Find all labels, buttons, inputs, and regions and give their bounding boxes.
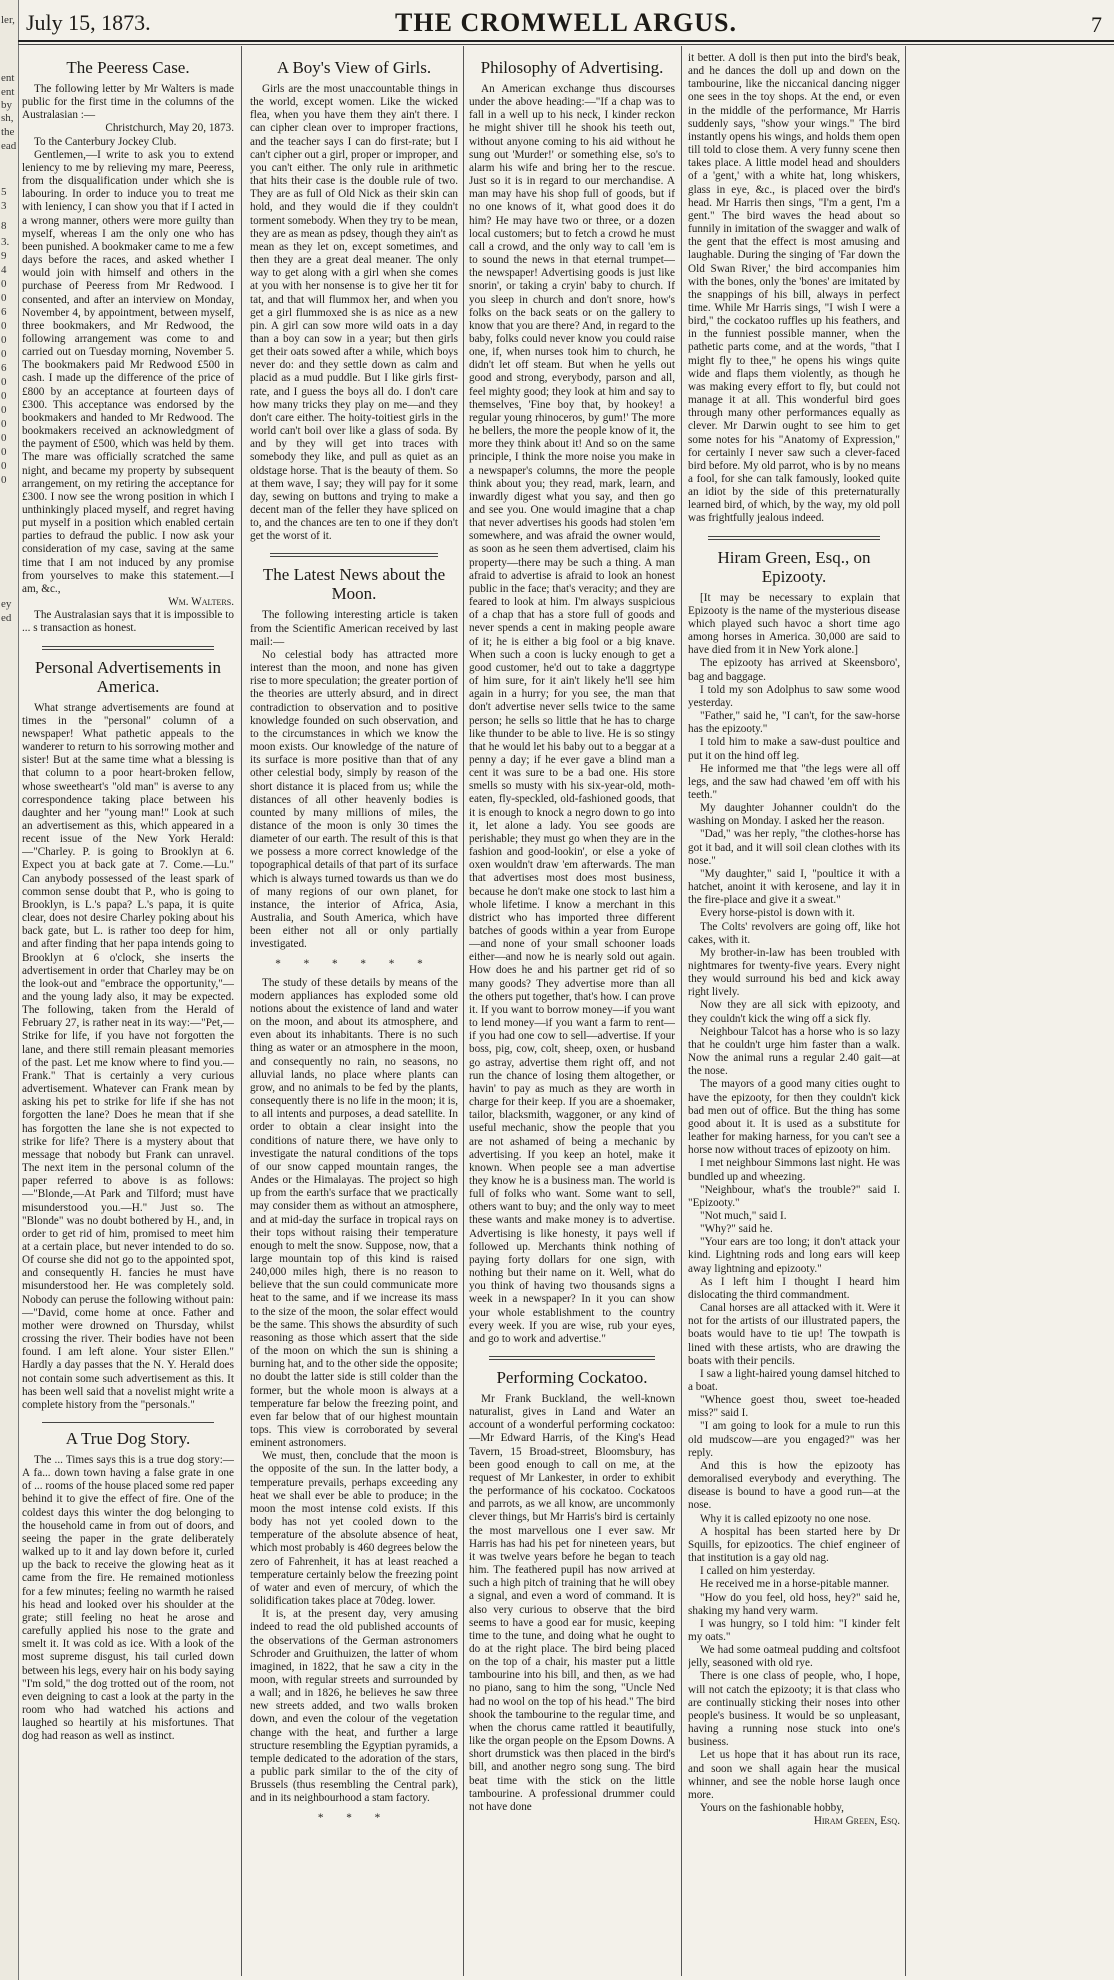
article-paragraph: I told my son Adolphus to saw some wood yesterday. — [688, 683, 900, 709]
article-paragraph: "I am going to look for a mule to run this old mudscow—are you engaged?" was her reply. — [688, 1420, 900, 1459]
article-paragraph: No celestial body has attracted more interest than the moon, and none has given rise to more speculation; the greater portion of the theories are utterly absurd, and in direct contradiction to observation and to positive knowledge founded on such observation, and to the circumstances in which we know the moon exists. Our knowledge of the nature of its surface is more positive than that of any other celestial body, simply by reason of the short distance it is placed from us; while the distances of all other heavenly bodies is counted by many millions of miles, the distance of the moon is only 30 times the diameter of our earth. The result of this is that we possess a more correct knowledge of the topographical details of that part of its surface which is always turned towards us than we do of many regions of our own planet, for instance, the interior of Africa, Asia, Australia, and South America, which have been either not all or only partially investigated. — [250, 648, 458, 951]
article-paragraph: Now they are all sick with epizooty, and they couldn't kick the wing off a sick fly. — [688, 999, 900, 1025]
page-number: 7 — [1091, 12, 1102, 37]
article-paragraph: What strange advertisements are found at times in the "personal" column of a newspaper! What pathetic appeals to the wanderer to return to his sorrowing mother and sister! But at the same time what a blessing is that column to a poor heart-broken fellow, whose sweetheart's "old man" is averse to any correspondence taking place between his daughter and her "young man!" Look at such an advertisement as this, which appeared in a recent issue of the New York Herald:—"Charley. P. is going to Brooklyn at 6. Expect you at back gate at 7. Come.—Lu." Can anybody possessed of the least spark of common sense doubt that P., who is going to Brooklyn, is L.'s papa? L.'s papa, it is quite clear, does not desire Charley poking about his back gate, but L. is rather too deep for him, and after finding that her papa intends going to Brooklyn at 6 o'clock, she inserts the advertisement in order that Charley may be on the look-out and "embrace the opportunity,"—and the young lady also, it may be expected. The following, taken from the Herald of February 27, is rather neat in its way:—"Pet,—Strike for life, if you have not forgotten the lane, and there still remain pleasant memories of the past. Let me know where to find you.—Frank." That is certainly a very curious advertisement. Whatever can Frank mean by asking his pet to strike for life if she has not forgotten the lane? Does he mean that if she has forgotten the lane she is not expected to strike for life? There is a mystery about that message that nobody but Frank can unravel. The next item in the personal column of the paper referred to above is as follows:—"Blonde,—At Park and Tilford; must have misunderstood you.—H." Just so. The "Blonde" was no doubt bothered by H., and, in order to get rid of him, promised to meet him at a certain place, but never intended to do so. Of course she did not go to the appointed spot, and consequently H. fancies he must have misunderstood her. He was completely sold. Nobody can peruse the following without pain:—"David, come home at once. Father and mother were drowned on Thursday, whilst crossing the river. Their bodies have not been found. I am left alone. Your sister Ellen." Hardly a day passes that the N. Y. Herald does not contain some such advertisement as this. It has been well said that a novelist might write a complete history from the "personals." — [22, 701, 234, 1411]
article-paragraph: The mayors of a good many cities ought to have the epizooty, for then they couldn't kick bad men out of office. But the thing has some good about it. It is used as a substitute for leather for making harness, for you can't see a horse now without traces of epizooty on him. — [688, 1078, 900, 1157]
article-title-cockatoo: Performing Cockatoo. — [496, 1368, 648, 1387]
article-title-epizooty: Hiram Green, Esq., on Epizooty. — [717, 547, 871, 586]
article-paragraph: The following letter by Mr Walters is made public for the first time in the columns of the Australasian :— — [22, 83, 234, 122]
left-gutter-fragments — [0, 0, 19, 1980]
article-paragraph: "Whence goest thou, sweet toe-headed miss?" said I. — [688, 1394, 900, 1420]
article-title-peeress: The Peeress Case. — [66, 58, 190, 77]
article-paragraph: "Why?" said he. — [700, 1223, 773, 1236]
article-paragraph: The study of these details by means of the modern appliances has exploded some old notions about the existence of land and water on the moon, and about its atmosphere, and even about its inhabitants. There is no such thing as water or an atmosphere in the moon, and consequently no rain, no seasons, no alluvial lands, no place where plants can grow, and no animals to be fed by the plants, consequently there is no life in the moon; it is, to all intents and purposes, a dead satellite. In order to obtain a clear insight into the conditions of nature there, we have only to investigate the natural conditions of the tops of our snow capped mountain ranges, the Andes or the Himalayas. The project so high up from the earth's surface that we practically may consider them as without an atmosphere, and at mid-day the surface in tropical rays on their tops without raising their temperature enough to melt the snow. Suppose, now, that a large mountain top of this kind is raised 240,000 miles high, there is no reason to believe that the sun could communicate more heat to the same, and if we increase its mass to the size of the moon, the solar effect would be the same. This shows the absurdity of such reasoning as those which assert that the side of the moon on which the sun is shining a burning hat, and to the other side the opposite; no doubt the latter side is still colder than the former, but the whole moon is always at a temperature far below the freezing point, and even far below that of our highest mountain tops. This view is corroborated by several eminent astronomers. — [250, 976, 458, 1450]
column-divider — [463, 46, 464, 1976]
article-separator — [270, 556, 438, 557]
gutter-fragment: 0 — [1, 404, 7, 416]
gutter-fragment: ler, — [1, 14, 15, 26]
article-paragraph: Yours on the fashionable hobby, — [700, 1802, 844, 1814]
article-paragraph: "How do you feel, old hoss, hey?" said he, shaking my hand very warm. — [688, 1591, 900, 1617]
article-paragraph: "Not much," said I. — [700, 1209, 787, 1222]
article-paragraph: Neighbour Talcot has a horse who is so lazy that he couldn't urge him faster than a walk. Now the animal runs a regular 2.40 gait—at the nose. — [688, 1025, 900, 1078]
gutter-fragment: 0 — [1, 278, 7, 290]
column-4 — [688, 52, 900, 1972]
gutter-fragment: 0 — [1, 292, 7, 304]
column-3 — [469, 52, 675, 1972]
article-paragraph: "Father," said he, "I can't, for the saw-horse has the epizooty." — [688, 710, 900, 736]
gutter-fragment: 0 — [1, 348, 7, 360]
article-paragraph: He received me in a horse-pitable manner. — [700, 1578, 890, 1591]
letter-place-date: Christchurch, May 20, 1873. — [105, 122, 234, 135]
article-paragraph: And this is how the epizooty has demoralised everybody and everything. The disease is bound to have a good run—at the nose. — [688, 1459, 900, 1512]
epizooty-paragraphs — [688, 657, 900, 1815]
gutter-fragment: 0 — [1, 474, 7, 486]
gutter-fragment: 3 — [1, 200, 7, 212]
gutter-fragment: 5 — [1, 186, 7, 198]
article-paragraph: Every horse-pistol is down with it. — [700, 907, 855, 920]
article-paragraph: There is one class of people, who, I hope, will not catch the epizooty; it is that class who are continually sticking their noses into other people's business. It would be so unpleasant, having a running nose stuck into one's business. — [688, 1670, 900, 1749]
article-paragraph: The Colts' revolvers are going off, like hot cakes, with it. — [688, 920, 900, 946]
gutter-fragment: sh, — [1, 112, 14, 124]
column-1 — [22, 52, 234, 1972]
article-paragraph: My brother-in-law has been troubled with nightmares for twenty-five years. Every night they would surround his bed and kick away right lively. — [688, 946, 900, 999]
article-paragraph: it better. A doll is then put into the bird's beak, and he dances the doll up and down on the tambourine, like the niccanical dancing nigger one sees in the toy shops. At the end, or even in the middle of the performance, Mr Harris suddenly says, "show your wings." The bird instantly opens his wings, and holds them open till told to close them. A very funny scene then takes place. A little model head and shoulders of a 'gent,' with a white hat, long whiskers, glass in eye, &c., is placed over the bird's head. Mr Harris then sings, "I'm a gent, I'm a gent." The bird waves the head about so funnily in imitation of the swagger and walk of the gent that the effect is most amusing and laughable. During the singing of 'Far down the Old Swan River,' the bird accompanies him with the bones, only the 'bones' are imitated by the snappings of his bill, always in perfect time. While Mr Harris sings, "I wish I were a bird," the cockatoo ruffles up his feathers, and in the funniest possible manner, when the pathetic parts come, and at the words, "that I might fly to thee," he opens his wings quite wide and flaps them violently, as though he was making every effort to fly, but could not manage it at all. This wonderful bird goes through many other performances equally as clever. Mr Darwin ought to see him to get some notes for his "Anatomy of Expression," for certainly I never saw such a clever-faced bird before. My old parrot, who is by no means a fool, for she can talk famously, looked quite an idiot by the side of this preternaturally learned bird, of which, by the way, my old poll was frightfully jealous indeed. — [688, 52, 900, 525]
article-paragraph: We must, then, conclude that the moon is the opposite of the sun. In the latter body, a temperature prevails, perhaps exceeding any heat we shall ever be able to produce; in the moon the most intense cold exists. If this body has not yet cooled down to the temperature of the absolute absence of heat, which most probably is 460 degrees below the zero of Fahrenheit, it has at least reached a temperature certainly below the freezing point of water and even of mercury, of which the solidification takes place at 70deg. lower. — [250, 1450, 458, 1608]
article-paragraph: As I left him I thought I heard him dislocating the third commandment. — [688, 1275, 900, 1301]
article-separator — [489, 1359, 655, 1360]
article-paragraph: A hospital has been started here by Dr Squills, for epizootics. The chief engineer of that institution is a gay old nag. — [688, 1525, 900, 1565]
article-title-advertising: Philosophy of Advertising. — [480, 58, 664, 77]
article-intro: [It may be necessary to explain that Epizooty is the name of the mysterious disease which played such havoc a short time ago among horses in America. 30,000 are said to have died from it in New York alone.] — [688, 591, 900, 657]
gutter-fragment: 0 — [1, 320, 7, 332]
article-title-moon: The Latest News about the Moon. — [262, 565, 446, 604]
article-signature: Hiram Green, Esq. — [813, 1815, 900, 1828]
article-title-girls: A Boy's View of Girls. — [276, 58, 432, 77]
article-separator — [42, 1422, 214, 1423]
article-separator — [270, 553, 438, 554]
gutter-fragment: 0 — [1, 418, 7, 430]
article-separator — [42, 649, 214, 650]
article-separator — [42, 646, 214, 647]
masthead-rule-thin — [18, 44, 1114, 45]
article-paragraph: I told him to make a saw-dust poultice and put it on the hind off leg. — [688, 736, 900, 762]
article-separator — [708, 536, 880, 537]
article-paragraph: He informed me that "the legs were all off legs, and the saw had chawed 'em off with his teeth." — [688, 762, 900, 801]
gutter-fragment: 0 — [1, 446, 7, 458]
article-paragraph: "Your ears are too long; it don't attack your kind. Lightning rods and long ears will keep away lightning and epizooty." — [688, 1236, 900, 1275]
gutter-fragment: the — [1, 126, 15, 138]
column-divider — [681, 46, 682, 1976]
article-title-dog: A True Dog Story. — [65, 1429, 191, 1448]
article-paragraph: My daughter Johanner couldn't do the washing on Monday. I asked her the reason. — [688, 802, 900, 828]
gutter-fragment: 0 — [1, 376, 7, 388]
newspaper-title: THE CROMWELL ARGUS. — [395, 8, 737, 37]
article-title-personal: Personal Advertisements in America. — [34, 657, 222, 696]
gutter-fragment: 9 — [1, 250, 7, 262]
section-stars: * * * * * * — [275, 957, 433, 970]
letter-addressee: To the Canterbury Jockey Club. — [34, 135, 177, 148]
gutter-fragment: 0 — [1, 334, 7, 346]
gutter-fragment: 0 — [1, 432, 7, 444]
gutter-fragment: ey — [1, 598, 12, 610]
article-paragraph: It is, at the present day, very amusing indeed to read the old published accounts of the observations of the German astronomers Schroder and Gruithuizen, the latter of whom imagined, in 1822, that he saw a city in the moon, with regular streets and surrounded by a wall; and in 1826, he believes he saw three new streets added, and two walls broken down, and even the colour of the vegetation change with the heat, and further a large structure resembling the Egyptian pyramids, a temple dedicated to the adoration of the stars, a public park similar to the of the city of Brussels (thus resembling the Central park), and in its neighbourhood a stam factory. — [250, 1608, 458, 1805]
article-paragraph: I met neighbour Simmons last night. He was bundled up and wheezing. — [688, 1157, 900, 1183]
gutter-fragment: ent — [1, 86, 15, 98]
gutter-fragment: ent — [1, 72, 15, 84]
column-divider — [241, 46, 242, 1976]
article-paragraph: Canal horses are all attacked with it. Were it not for the artists of our illustrated papers, the boats would have to tie up! The towpath is lined with these artists, who are drawing the boats with their pencils. — [688, 1302, 900, 1367]
issue-date: July 15, 1873. — [26, 10, 151, 35]
article-paragraph: Girls are the most unaccountable things in the world, except women. Like the wicked flea, when you have them they ain't there. I can cipher clean over to improper fractions, and the teacher says I can do first-rate; but I can't cipher out a girl, proper or improper, and you can't either. The only rule in arithmetic that hits their case is the double rule of two. They are as full of Old Nick as their skin can hold, and they would die if they couldn't torment somebody. When they try to be mean, they are as mean as pdsey, though they ain't as mean as they let on, except sometimes, and then they are a great deal meaner. The only way to get along with a girl when she comes at you with her nonsense is to give her tit for tat, and that will flummox her, and when you get a girl flummoxed she is as nice as a new pin. A girl can sow more wild oats in a day than a boy can sow in a year; but then girls get their oats sowed after a while, which boys never do: and they settle down as calm and placid as a mud puddle. But I like girls first-rate, and I guess the boys all do. I don't care how many tricks they play on me—and they don't care either. The hoity-toitiest girls in the world can't boil over like a glass of soda. By and by they will get into traces with somebody they like, and pull as quiet as an oldstage horse. That is the beauty of them. So at them wave, I say; they will pay for it some day, sewing on buttons and trying to make a decent man of the feller they have spliced on to, and the chances are ten to one if they don't get the worst of it. — [250, 83, 458, 543]
gutter-fragment: 6 — [1, 362, 7, 374]
article-paragraph: Mr Frank Buckland, the well-known naturalist, gives in Land and Water an account of a wonderful performing cockatoo:—Mr Edward Harris, of the King's Head Tavern, 15 Broad-street, Bloomsbury, has been good enough to call on me, at the request of Mr Lankester, in order to exhibit the performance of his cockatoo. Cockatoos and parrots, as we all know, are uncommonly clever things, but Mr Harris's bird is certainly the most marvellous one I ever saw. Mr Harris has had his pet for nineteen years, but it was twelve years before he began to teach him. The feathered pupil has now arrived at such a high pitch of training that he will obey a signal, and even a word of command. It is also very curious to observe that the bird seems to have a good ear for music, keeping time to the tune, and doing what he ought to do at the right place. The bird being placed on the top of a chair, his master put a little tambourine into his bill, and then, as we had no piano, sang to him the song, "Uncle Ned had no wool on the top of his head." The bird shook the tambourine to the regular time, and when the chorus came rattled it beautifully, like the organ people on the Epsom Downs. A short drumstick was then placed in the bird's bill, and another negro song sung. The bird beat time with the stick on the little tambourine. A professional drummer could not have done — [469, 1393, 675, 1813]
gutter-fragment: by — [1, 99, 12, 111]
gutter-fragment: 4 — [1, 264, 7, 276]
article-paragraph: The ... Times says this is a true dog story:—A fa... down town having a false grate in one of ... rooms of the house placed some red paper behind it to give the effect of fire. One of the coldest days this winter the dog belonging to the household came in from out of doors, and seeing the paper in the grate deliberately walked up to it and lay down before it, curled up the back to receive the glowing heat as it came from the fire. He remained motionless for a few minutes; feeling no warmth he raised his head and looked over his shoulder at the grate; still feeling no heat he arose and carefully applied his nose to the grate and smelt it. It was cold as ice. With a look of the most supreme disgust, his tail curled down between his legs, every hair on his body saying "I'm sold," the dog trotted out of the room, not even deigning to cast a look at the party in the room who had watched his actions and laughed so heartily at his misfortunes. That dog had reason as well as instinct. — [22, 1454, 234, 1743]
article-paragraph: Why it is called epizooty no one nose. — [700, 1512, 871, 1525]
gutter-fragment: ead — [1, 140, 17, 152]
article-paragraph: I was hungry, so I told him: "I kinder felt my oats." — [688, 1617, 900, 1643]
article-paragraph: Gentlemen,—I write to ask you to extend leniency to me by relieving my mare, Peeress, from the disqualification under which she is labouring. In order to induce you to treat me with leniency, I can show you that if I acted in a wrong manner, others were more guilty than myself, whereas I am the only one who has been punished. A bookmaker came to me a few days before the races, and asked whether I would join with himself and others in the purchase of Peeress from Mr Redwood. I consented, and after an interview on Monday, November 4, by appointment, between myself, three bookmakers, and Mr Redwood, the following arrangement was come to and carried out on Tuesday morning, November 5. The bookmakers paid Mr Redwood £500 in cash. I made up the difference of the price of £800 by an acceptance at fourteen days of £300. This acceptance was endorsed by the bookmakers and handed to Mr Redwood. The bookmakers received an acknowledgment of the payment of £500, which was held by them. The mare was officially scratched the same night, and became my property by subsequent arrangement, on my retiring the acceptance for £300. I now see the wrong position in which I unthinkingly placed myself, and regret having put myself in a position which enabled certain parties to defraud the public. I now ask your consideration of my case, saving at the same time that I am not induced by any promise from yourselves to make this statement.—I am, &c., — [22, 148, 234, 595]
article-paragraph: An American exchange thus discourses under the above heading:—"If a chap was to fall in a well up to his neck, I kinder reckon he might shiver till he shook his teeth out, without anyone coming to his aid without he sung out 'Murder!' or something else, so's to alarm his wife and bring her to the rescue. Just so it is in regard to our merchandise. A man may have his shop full of goods, but if no one knows of it, what good does it do him? He may have two or three, or a dozen local customers; but to fetch a crowd he must call a crowd, and the only way to call 'em is to sound the news in that eternal trumpet—the newspaper! Advertising goods is just like snorin', or taking a cryin' baby to church. If you sleep in church and don't snore, how's folks on the back seats or on the gallery to know that you are there? And, in regard to the baby, folks could never know you could raise one, if, when nurses took him to church, he didn't let off steam. But when he yells out good and strong, everybody, parson and all, feel mighty good; they look at him and say to themselves, 'Fine boy that, by hookey! a regular young rhinoceros, by gum!' The more he bellers, the more the people know of it, the more they think about it! And so on the same principle, I think the more noise you make in a newspaper's columns, the more the people think about you; they read, mark, learn, and inwardly digest what you say, and then go and see you. One would imagine that a chap that never advertises his goods had stolen 'em somewhere, and was afraid the owner would, as soon as he seen them advertised, claim his property—there may be such a thing. A man afraid to advertise is afraid to look an honest public in the face; that's veracity; and they are feared to look at him. I'm always suspicious of a chap that has a store full of goods and never spends a cent in making people aware of it; he is either a big fool or a big knave. When such a coon is lucky enough to get a good customer, he'd out to take a daggrtype of him sure, for it ain't likely he'll see him again in a hurry; for you see, the man that don't advertise never sells twice to the same person; he sells so little that he has to charge like thunder to be able to live. He is so stingy that he would let his baby out to a beggar at a penny a day; if he ever gave a blind man a cent it was sure to be a bad one. His store smells so musty with his six-year-old, moth-eaten, fly-speckled, old-fashioned goods, that it is enough to knock a negro down to go into it, let alone a lady. You see goods are perishable; they must go when they are in the fashion and good-lookin', or else a yoke of oxen wouldn't draw 'em afterwards. The man that advertises most does most business, because he don't make one stock to last him a whole lifetime. I know a merchant in this district who has imported three different batches of goods within a year from Europe—and none of your small schooner loads either—and now he is nearly sold out again. How does he and his partner get rid of so many goods? They advertise more than all the others put together, that's how. I can prove it. If you want to borrow money—if you want to lend money—if you want a farm to rent—if you had one cow to sell—advertise. If your boss, pig, cow, colt, sheep, oxen, or husband go astray, advertise them right off, and not run the chance of losing them altogether, or havin' to pay as much as they are worth in charge for their keep. If you are a shoemaker, tailor, blacksmith, waggoner, or any kind of useful mechanic, show the people that you are not ashamed of being a mechanic by advertising. If you keep an hotel, make it known. When people see a man advertise they know he is a business man. The world is full of folks who want. Some want to sell, others want to buy; and the only way to meet these wants and make money is to advertise. Advertising is like honesty, it pays well if followed up. Merchants think nothing of paying forty dollars for one sign, with nothing but their name on it. Well, what do you think of having two thousands signs a week in a newspaper? In it you can show your whole establishment to the country every week. If you are wise, rub your eyes, and go to work and advertise." — [469, 83, 675, 1345]
letter-signature: Wm. Walters. — [168, 596, 234, 609]
article-paragraph: "Dad," was her reply, "the clothes-horse has got it bad, and it will soil clean clothes with its nose." — [688, 828, 900, 867]
article-paragraph: I saw a light-haired young damsel hitched to a boat. — [688, 1367, 900, 1393]
article-separator — [489, 1356, 655, 1357]
gutter-fragment: 0 — [1, 390, 7, 402]
gutter-fragment: 6 — [1, 306, 7, 318]
gutter-fragment: ed — [1, 612, 12, 624]
article-paragraph: "My daughter," said I, "poultice it with a hatchet, anoint it with kerosene, and lay it in the fire-place and give it a sweat." — [688, 867, 900, 907]
column-divider — [905, 46, 906, 1976]
column-2 — [250, 52, 458, 1972]
article-paragraph: I called on him yesterday. — [700, 1565, 816, 1578]
article-paragraph: "Neighbour, what's the trouble?" said I. "Epizooty." — [688, 1183, 900, 1209]
article-paragraph: The Australasian says that it is impossible to ... s transaction as honest. — [22, 609, 234, 635]
article-separator — [708, 539, 880, 540]
article-paragraph: The epizooty has arrived at Skeensboro', bag and baggage. — [688, 657, 900, 683]
article-paragraph: We had some oatmeal pudding and coltsfoot jelly, seasoned with old rye. — [688, 1644, 900, 1670]
article-paragraph: The following interesting article is taken from the Scientific American received by last mail:— — [250, 609, 458, 648]
gutter-fragment: 0 — [1, 460, 7, 472]
gutter-fragment: 3. — [1, 236, 10, 248]
section-stars: * * * — [317, 1811, 391, 1824]
article-paragraph: Let us hope that it has about run its race, and soon we shall again hear the musical whinner, and see the noble horse laugh once more. — [688, 1749, 900, 1801]
masthead-rule — [18, 40, 1114, 42]
gutter-fragment: 8 — [1, 220, 7, 232]
